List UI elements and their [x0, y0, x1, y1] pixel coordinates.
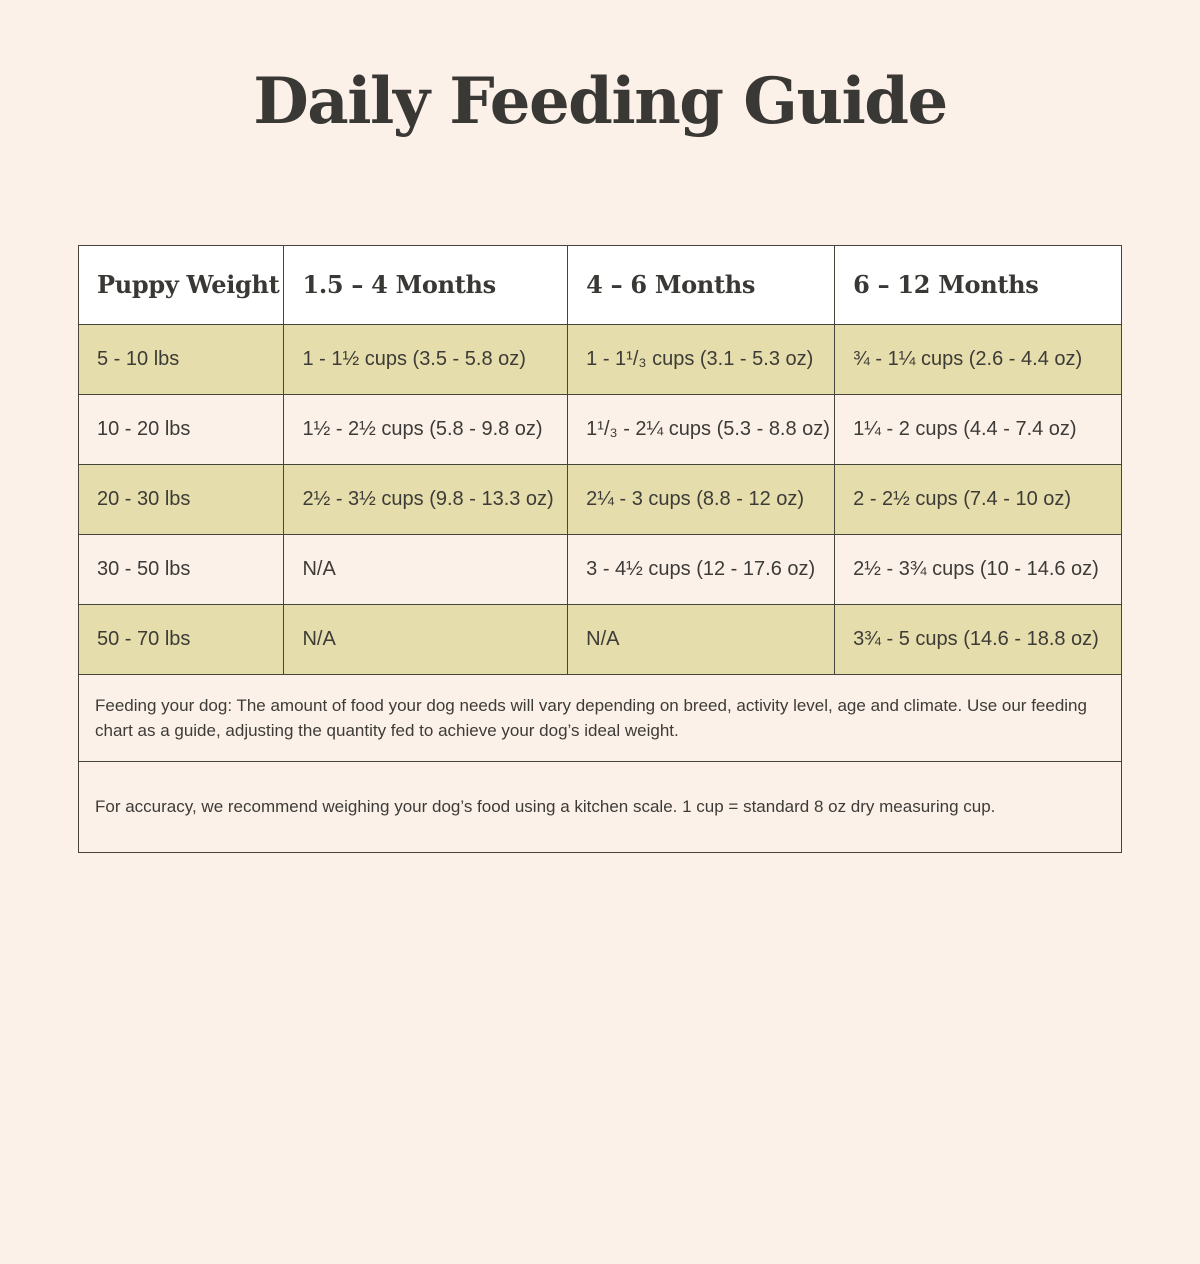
amount-cell: 2¼ - 3 cups (8.8 - 12 oz): [568, 464, 835, 534]
amount-cell: 1¹/₃ - 2¼ cups (5.3 - 8.8 oz): [568, 394, 835, 464]
weight-cell: 30 - 50 lbs: [79, 534, 284, 604]
amount-cell: 2½ - 3½ cups (9.8 - 13.3 oz): [284, 464, 568, 534]
table-row: [79, 604, 1122, 674]
amount-cell: 3 - 4½ cups (12 - 17.6 oz): [568, 534, 835, 604]
table-row: [79, 534, 1122, 604]
amount-cell: N/A: [284, 604, 568, 674]
column-header-4-6-months: 4 – 6 Months: [568, 245, 835, 324]
feeding-guide-table: [78, 245, 1122, 853]
page-title: Daily Feeding Guide: [253, 64, 947, 139]
table-row: [79, 324, 1122, 394]
amount-cell: 1 - 1½ cups (3.5 - 5.8 oz): [284, 324, 568, 394]
amount-cell: 3¾ - 5 cups (14.6 - 18.8 oz): [835, 604, 1122, 674]
note-row: [79, 674, 1122, 761]
accuracy-note-text: For accuracy, we recommend weighing your dog’s food using a kitchen scale. 1 cup = standard 8 oz dry measuring cup.: [79, 761, 1122, 852]
column-header-puppy-weight: Puppy Weight: [79, 245, 284, 324]
weight-cell: 10 - 20 lbs: [79, 394, 284, 464]
amount-cell: 2½ - 3¾ cups (10 - 14.6 oz): [835, 534, 1122, 604]
amount-cell: 2 - 2½ cups (7.4 - 10 oz): [835, 464, 1122, 534]
weight-cell: 5 - 10 lbs: [79, 324, 284, 394]
column-header-1-5-4-months: 1.5 – 4 Months: [284, 245, 568, 324]
note-row: [79, 761, 1122, 852]
weight-cell: 20 - 30 lbs: [79, 464, 284, 534]
table-row: [79, 464, 1122, 534]
page: [0, 64, 1200, 1264]
table-row: [79, 394, 1122, 464]
amount-cell: ¾ - 1¼ cups (2.6 - 4.4 oz): [835, 324, 1122, 394]
column-header-6-12-months: 6 – 12 Months: [835, 245, 1122, 324]
amount-cell: 1 - 1¹/₃ cups (3.1 - 5.3 oz): [568, 324, 835, 394]
amount-cell: 1¼ - 2 cups (4.4 - 7.4 oz): [835, 394, 1122, 464]
feeding-guide: [78, 245, 1122, 853]
weight-cell: 50 - 70 lbs: [79, 604, 284, 674]
amount-cell: 1½ - 2½ cups (5.8 - 9.8 oz): [284, 394, 568, 464]
feeding-note-text: Feeding your dog: The amount of food your dog needs will vary depending on breed, activity level, age and climate. Use our feeding chart as a guide, adjusting the quantity fed to achieve your dog’s ideal weight.: [79, 674, 1122, 761]
amount-cell: N/A: [284, 534, 568, 604]
header-row: [79, 245, 1122, 324]
amount-cell: N/A: [568, 604, 835, 674]
